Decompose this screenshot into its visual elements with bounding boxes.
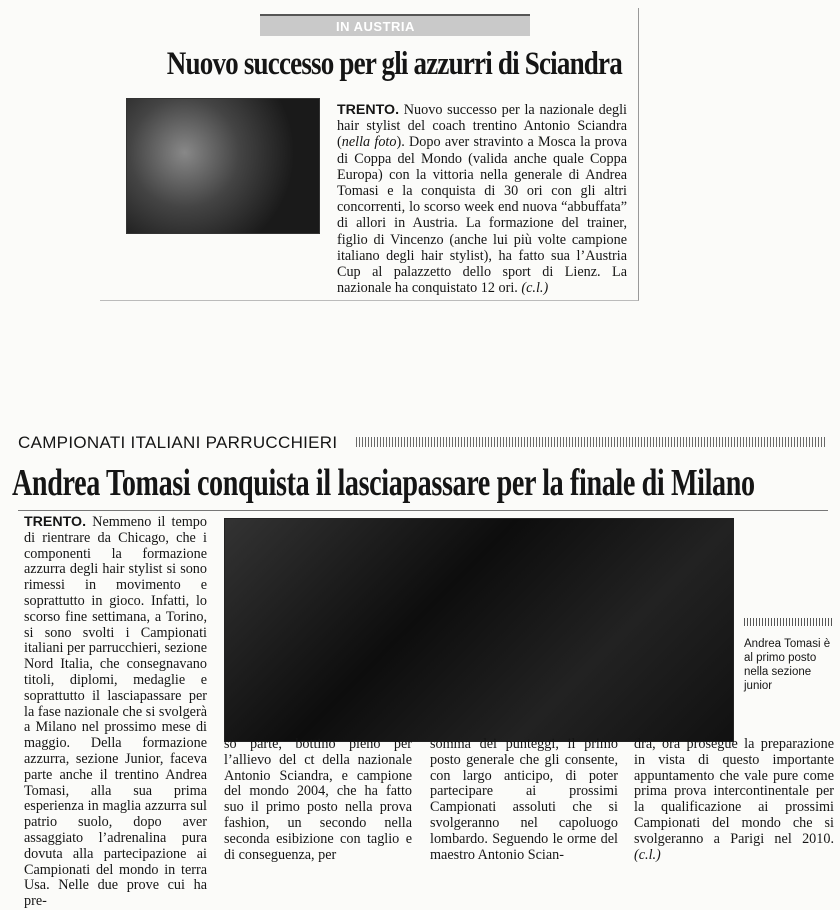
column-1-text: Nemmeno il tempo di rientrare da Chicago, che i componenti la formazione azzurra degli hair stylist si sono rimessi in movimento e soprattutto in gioco. Infatti, lo scorso fine settimana, a Torino, si sono svolti i Campionati italiani per parrucchieri, sezione Nord Italia, che consegnavano titoli, diplomi, medaglie e soprattutto il lasciapassare per la fase nazionale che si svolgerà a Milano nel prossimo mese di maggio. Della formazione azzurra, sezione Junior, faceva parte anche il trentino Andrea Tomasi, alla sua prima esperienza in maglia azzurra sul patrio suolo, dopo aver assaggiato l’adrenalina pura dovuta alla partecipazione ai Campionati del mondo in terra Usa. Nelle due prove cui ha pre- — [24, 514, 207, 910]
kicker: CAMPIONATI ITALIANI PARRUCCHIERI — [18, 433, 338, 452]
photo-sciandra — [126, 98, 320, 234]
headline-2: Andrea Tomasi conquista il lasciapassare per la finale di Milano — [12, 462, 755, 504]
article-body — [337, 102, 627, 296]
photo-winners — [224, 518, 734, 742]
column-1 — [24, 515, 207, 910]
article-clipping-austria — [100, 8, 639, 301]
body-italic: nella foto — [341, 134, 397, 151]
kicker-rule — [356, 437, 826, 447]
section-tag: IN AUSTRIA — [260, 14, 530, 36]
dateline: TRENTO. — [337, 102, 400, 118]
column-4 — [634, 737, 834, 863]
caption-rule — [744, 618, 834, 626]
headline: Nuovo successo per gli azzurri di Sciandra — [166, 46, 622, 82]
column-4-text: dra, ora prosegue la preparazione in vista di questo importante appuntamento che vale pure come prima prova intercontinentale per la qualificazione ai prossimi Campionati del mondo che si svolgeranno a Parigi nel 2010. — [634, 736, 834, 847]
photo-caption: Andrea Tomasi è al primo posto nella sezione junior — [744, 638, 831, 692]
divider — [18, 510, 828, 511]
column-3: somma dei punteggi, il primo posto generale che gli consente, con largo anticipo, di poter partecipare ai prossimi Campionati assoluti che si svolgeranno nel capoluogo lombardo. Seguendo le orme del maestro Antonio Scian- — [430, 736, 618, 863]
body-text: Nuovo successo per la nazionale degli hair stylist del coach trentino Antonio Sciandra ( — [337, 102, 627, 151]
signature: (c.l.) — [521, 280, 549, 297]
body-text-cont: ). Dopo aver stravinto a Mosca la prova di Coppa del Mondo (valida anche quale Coppa Europa) con la vittoria nella generale di Andrea Tomasi e la conquista di 30 ori con gli altri concorrenti, lo scorso week end nuova “abbuffata” di allori in Austria. La formazione del trainer, figlio di Vincenzo (anche lui più volte campione italiano degli hair stylist), ha fatto sua l’Austria Cup al palazzetto dello sport di Lienz. La nazionale ha conquistato 12 ori. — [337, 134, 627, 297]
dateline-2: TRENTO. — [24, 514, 87, 530]
signature-2: (c.l.) — [634, 846, 661, 863]
column-2: so parte, bottino pieno per l’allievo del ct della nazionale Antonio Sciandra, e campione del mondo 2004, che ha fatto suo il primo posto nella prova fashion, un secondo nella seconda esibizione con taglio e di conseguenza, per — [224, 736, 412, 863]
